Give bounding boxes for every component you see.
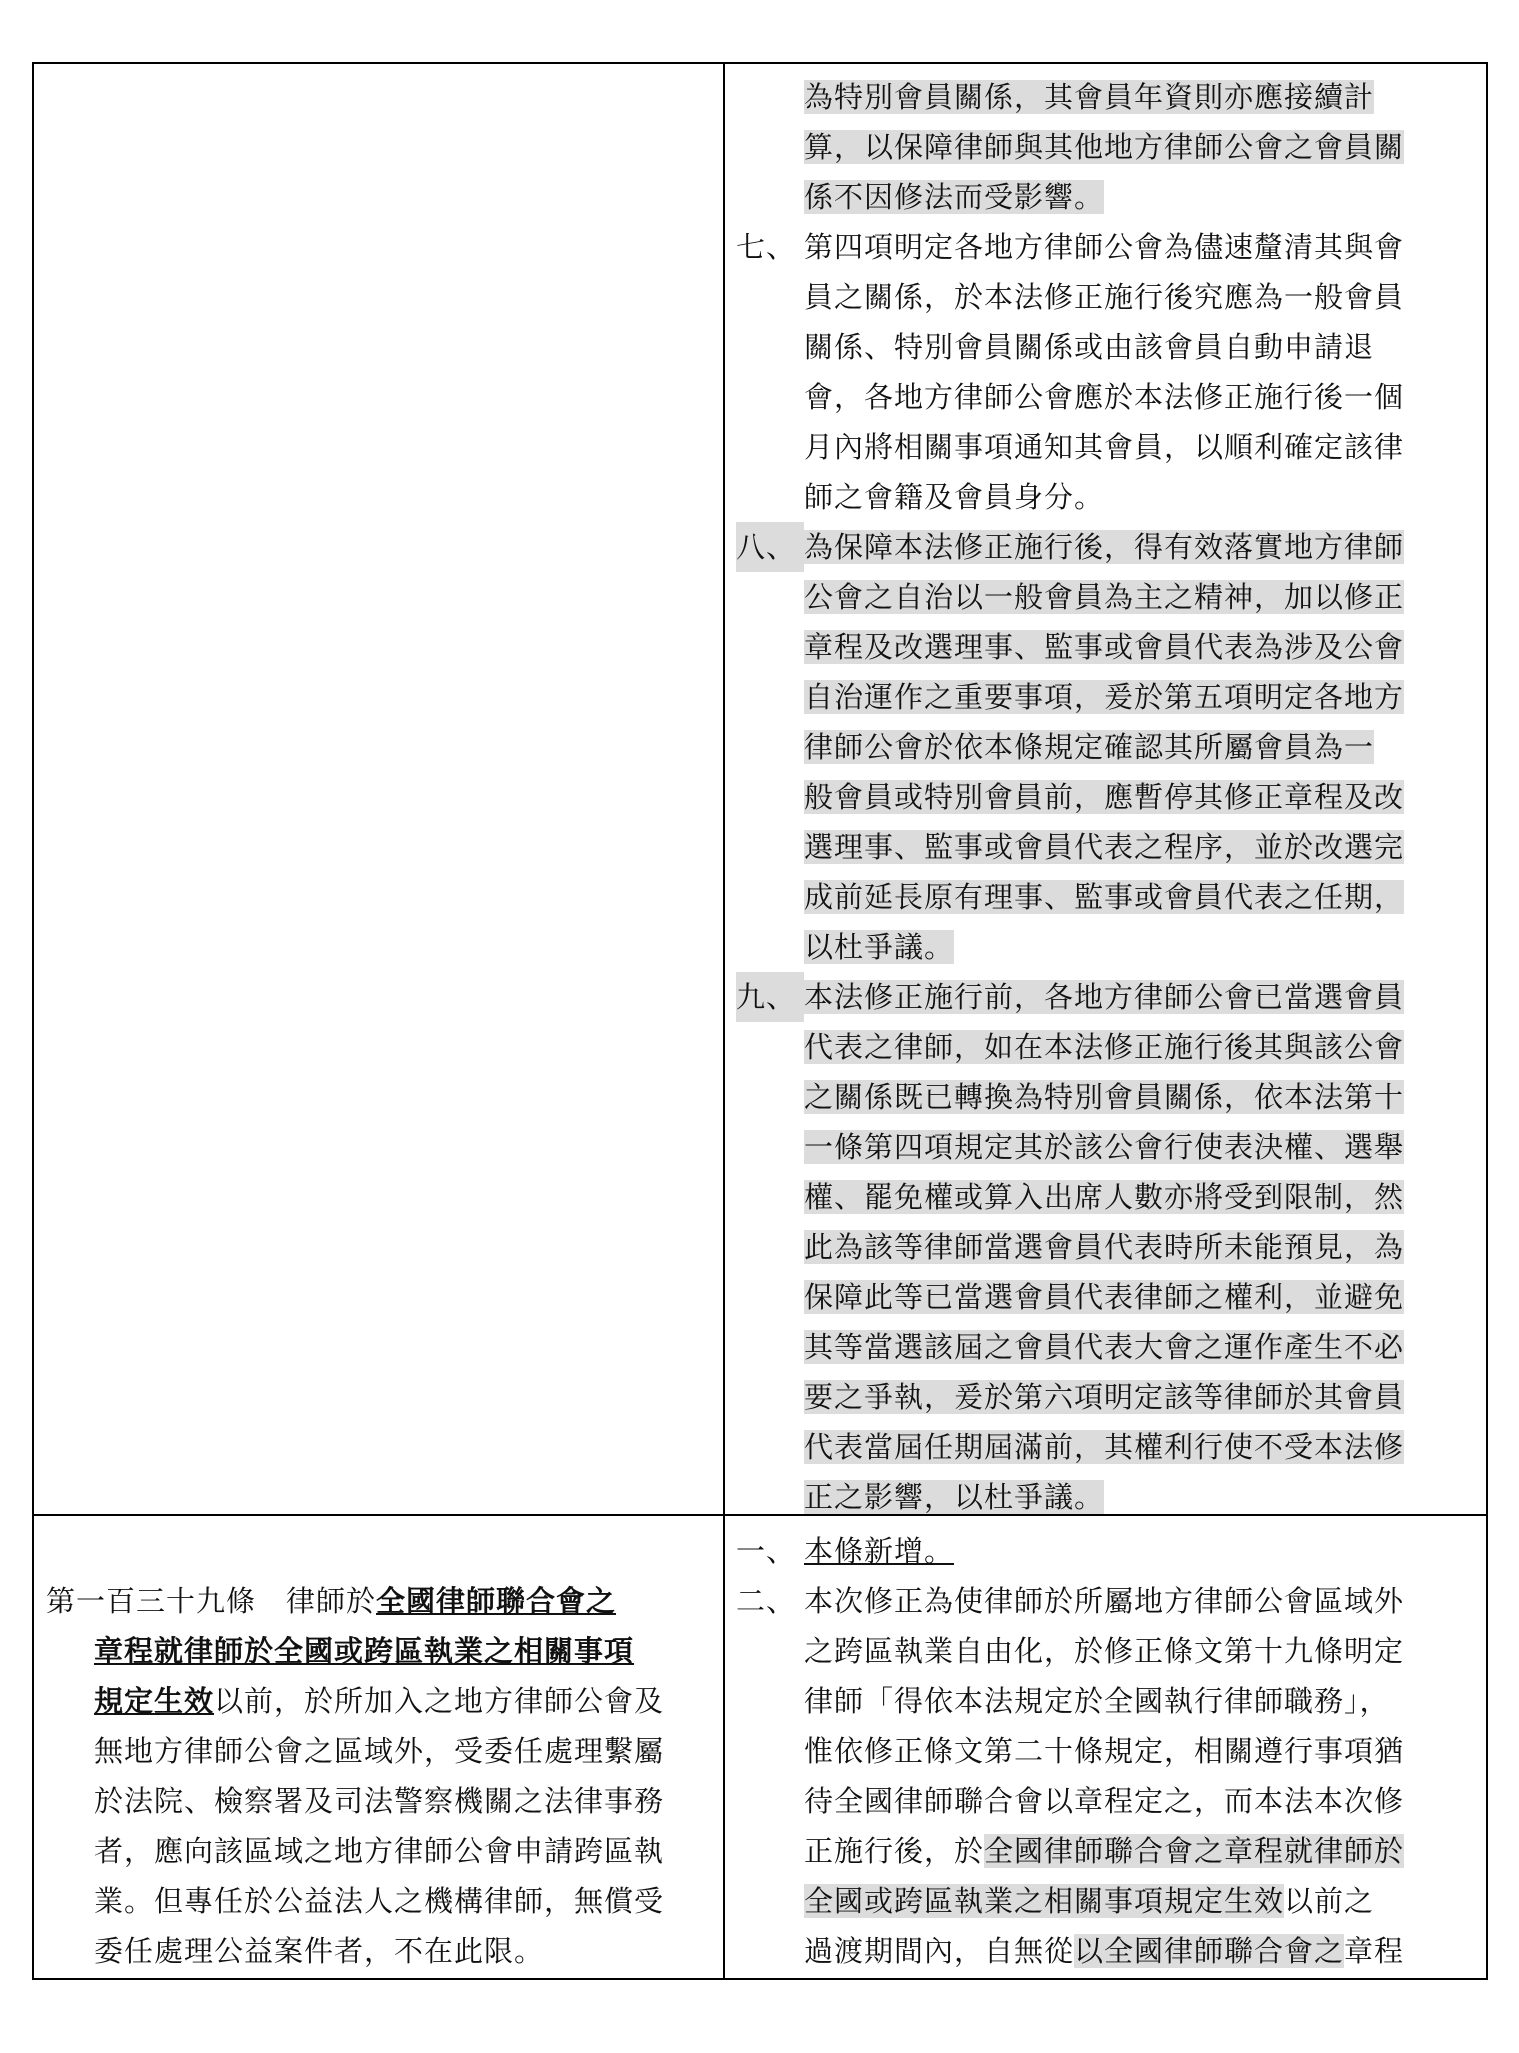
explanation-line — [736, 772, 1476, 822]
explanation-line — [736, 972, 1476, 1022]
explanation-text: 師之會籍及會員身分。 — [804, 480, 1105, 514]
explanation-line — [736, 122, 1476, 172]
item-number: 八、 — [736, 522, 804, 572]
explanation-text: 自治運作之重要事項，爰於第五項明定各地方 — [804, 680, 1405, 714]
explanation-text: 會，各地方律師公會應於本法修正施行後一個 — [804, 380, 1405, 414]
article-line: 第一百三十九條 律師於全國律師聯合會之 — [46, 1584, 617, 1618]
explanation-text: 員之關係，於本法修正施行後究應為一般會員 — [804, 280, 1405, 314]
explanation-text: 成前延長原有理事、監事或會員代表之任期， — [804, 880, 1405, 914]
explanation-line — [736, 1472, 1476, 1522]
article-line: 無地方律師公會之區域外，受委任處理繫屬 — [94, 1734, 665, 1768]
explanation-line — [736, 1372, 1476, 1422]
explanation-cell-top — [736, 72, 1476, 1522]
article-line — [46, 1626, 716, 1676]
explanation-line — [736, 1222, 1476, 1272]
explanation-text: 為特別會員關係，其會員年資則亦應接續計 — [804, 80, 1375, 114]
explanation-line — [736, 872, 1476, 922]
column-divider — [723, 64, 725, 1978]
explanation-line — [736, 172, 1476, 222]
explanation-text: 係不因修法而受影響。 — [804, 180, 1105, 214]
explanation-text: 章程及改選理事、監事或會員代表為涉及公會 — [804, 630, 1405, 664]
explanation-line — [736, 72, 1476, 122]
explanation-line — [736, 1322, 1476, 1372]
explanation-line — [736, 522, 1476, 572]
explanation-line — [736, 822, 1476, 872]
explanation-line — [736, 1122, 1476, 1172]
explanation-line — [736, 1072, 1476, 1122]
explanation-line — [736, 272, 1476, 322]
explanation-line: 全國或跨區執業之相關事項規定生效以前之 — [804, 1884, 1375, 1918]
explanation-line — [736, 1272, 1476, 1322]
explanation-text: 本法修正施行前，各地方律師公會已當選會員 — [804, 980, 1405, 1014]
explanation-line: 正施行後，於全國律師聯合會之章程就律師於 — [804, 1834, 1405, 1868]
explanation-line — [736, 472, 1476, 522]
explanation-text: 為保障本法修正施行後，得有效落實地方律師 — [804, 530, 1405, 564]
explanation-line — [736, 322, 1476, 372]
explanation-text: 正之影響，以杜爭議。 — [804, 1480, 1105, 1514]
explanation-text: 代表之律師，如在本法修正施行後其與該公會 — [804, 1030, 1405, 1064]
explanation-text: 保障此等已當選會員代表律師之權利，並避免 — [804, 1280, 1405, 1314]
explanation-text: 權、罷免權或算入出席人數亦將受到限制，然 — [804, 1180, 1405, 1214]
amended-text: 章程就律師於全國或跨區執業之相關事項 — [94, 1634, 635, 1668]
explanation-text: 之關係既已轉換為特別會員關係，依本法第十 — [804, 1080, 1405, 1114]
explanation-text: 關係、特別會員關係或由該會員自動申請退 — [804, 330, 1375, 364]
explanation-line: 一、 本條新增。 — [736, 1534, 955, 1568]
explanation-text: 以杜爭議。 — [804, 930, 955, 964]
explanation-text: 其等當選該屆之會員代表大會之運作產生不必 — [804, 1330, 1405, 1364]
explanation-line — [736, 1172, 1476, 1222]
article-line: 者，應向該區域之地方律師公會申請跨區執 — [94, 1834, 665, 1868]
explanation-line — [736, 722, 1476, 772]
explanation-text: 代表當屆任期屆滿前，其權利行使不受本法修 — [804, 1430, 1405, 1464]
explanation-line — [736, 572, 1476, 622]
explanation-text: 公會之自治以一般會員為主之精神，加以修正 — [804, 580, 1405, 614]
explanation-text: 般會員或特別會員前，應暫停其修正章程及改 — [804, 780, 1405, 814]
explanation-text: 第四項明定各地方律師公會為儘速釐清其與會 — [804, 230, 1405, 264]
explanation-line: 之跨區執業自由化，於修正條文第十九條明定 — [804, 1634, 1405, 1668]
explanation-text: 月內將相關事項通知其會員，以順利確定該律 — [804, 430, 1405, 464]
explanation-line — [736, 1022, 1476, 1072]
explanation-line — [736, 672, 1476, 722]
explanation-text: 此為該等律師當選會員代表時所未能預見，為 — [804, 1230, 1405, 1264]
explanation-text: 律師公會於依本條規定確認其所屬會員為一 — [804, 730, 1375, 764]
explanation-line: 二、 本次修正為使律師於所屬地方律師公會區域外 — [736, 1584, 1405, 1618]
explanation-text: 算，以保障律師與其他地方律師公會之會員關 — [804, 130, 1405, 164]
item-number: 七、 — [736, 230, 797, 264]
explanation-line — [736, 222, 1476, 272]
explanation-line — [736, 422, 1476, 472]
explanation-line: 惟依修正條文第二十條規定，相關遵行事項猶 — [804, 1734, 1405, 1768]
explanation-text: 一條第四項規定其於該公會行使表決權、選舉 — [804, 1130, 1405, 1164]
article-line: 規定生效以前，於所加入之地方律師公會及 — [94, 1684, 665, 1718]
explanation-text: 要之爭執，爰於第六項明定該等律師於其會員 — [804, 1380, 1405, 1414]
explanation-line: 過渡期間內，自無從以全國律師聯合會之章程 — [804, 1934, 1405, 1968]
explanation-line — [736, 372, 1476, 422]
article-line: 業。但專任於公益法人之機構律師，無償受 — [94, 1884, 665, 1918]
explanation-line — [736, 622, 1476, 672]
explanation-line: 律師「得依本法規定於全國執行律師職務」， — [804, 1684, 1390, 1718]
article-text-cell — [46, 1576, 716, 1976]
comparison-table — [32, 62, 1488, 1980]
explanation-text: 選理事、監事或會員代表之程序，並於改選完 — [804, 830, 1405, 864]
article-line: 委任處理公益案件者，不在此限。 — [94, 1934, 545, 1968]
explanation-cell-bottom — [736, 1526, 1476, 1976]
explanation-line: 待全國律師聯合會以章程定之，而本法本次修 — [804, 1784, 1405, 1818]
amended-text: 全國律師聯合會之 — [376, 1584, 617, 1618]
article-line: 於法院、檢察署及司法警察機關之法律事務 — [94, 1784, 665, 1818]
explanation-line — [736, 922, 1476, 972]
amended-text: 規定生效 — [94, 1684, 215, 1718]
explanation-line — [736, 1422, 1476, 1472]
item-number: 九、 — [736, 972, 804, 1022]
